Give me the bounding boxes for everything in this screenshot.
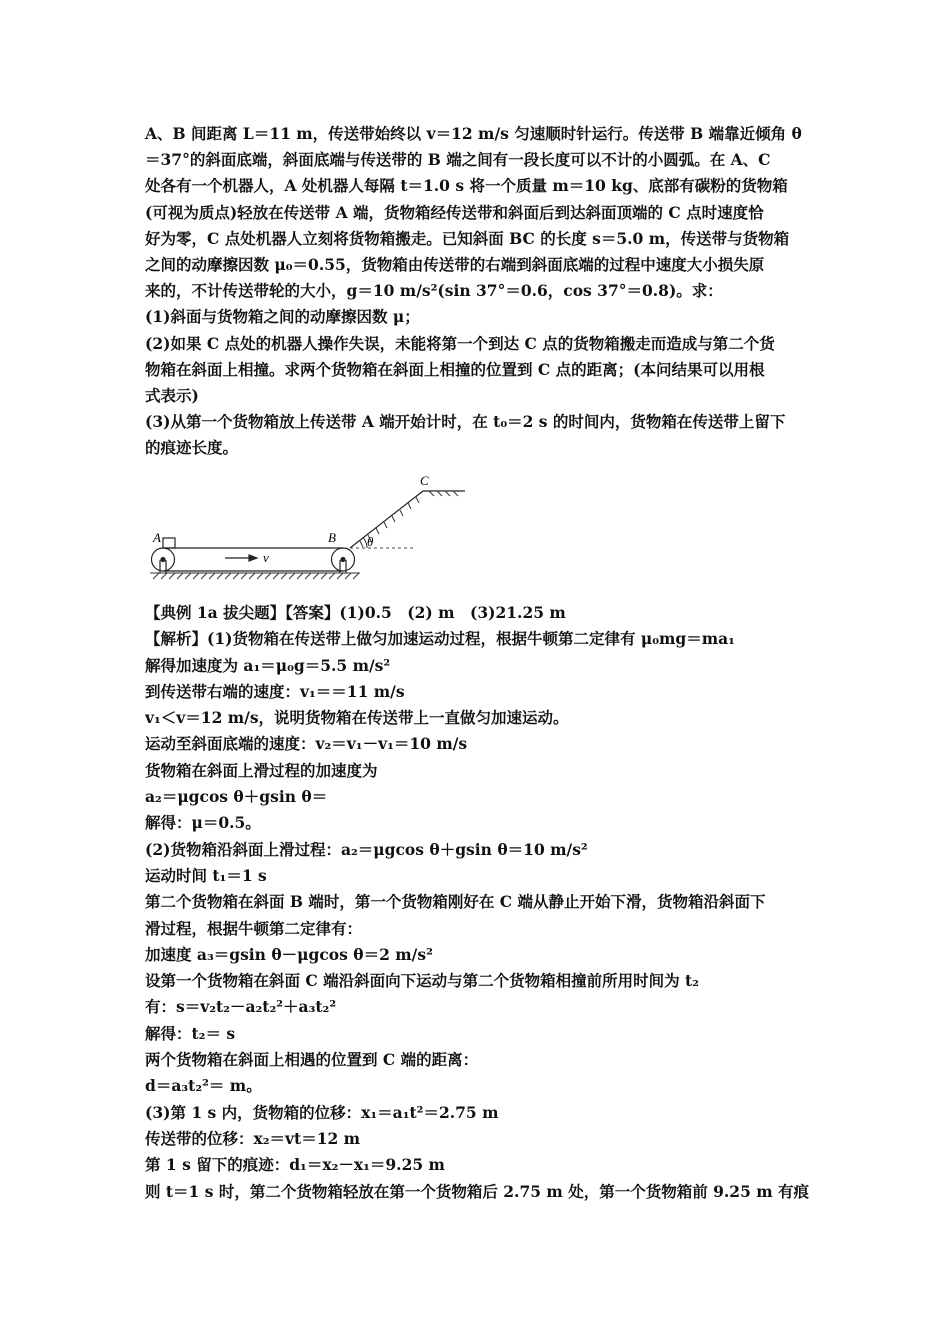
problem-line: 来的，不计传送带轮的大小，g＝10 m/s²(sin 37°＝0.6，cos 37°＝0.8)。求： (145, 281, 723, 301)
question-3: (3)从第一个货物箱放上传送带 A 端开始计时，在 t₀＝2 s 的时间内，货物箱在传送带上留下 (145, 412, 786, 432)
ground-hatch (150, 573, 360, 579)
question-1: (1)斜面与货物箱之间的动摩擦因数 μ； (145, 307, 420, 327)
label-theta: θ (367, 534, 374, 549)
analysis-line: 运动时间 t₁＝1 s (145, 865, 267, 885)
label-c: C (420, 473, 429, 488)
problem-line: 处各有一个机器人，A 处机器人每隔 t＝1.0 s 将一个质量 m＝10 kg、底部有碳粉的货物箱 (145, 176, 788, 196)
analysis-line: 有：s＝v₂t₂－a₂t₂²＋a₃t₂² (145, 997, 337, 1017)
question-2-cont: 物箱在斜面上相撞。求两个货物箱在斜面上相撞的位置到 C 点的距离；(本问结果可以用根 (145, 359, 765, 379)
problem-line: 好为零，C 点处机器人立刻将货物箱搬走。已知斜面 BC 的长度 s＝5.0 m，传送带与货物箱 (145, 228, 790, 248)
analysis-line: v₁＜v＝12 m/s，说明货物箱在传送带上一直做匀加速运动。 (145, 708, 569, 728)
analysis-line: 货物箱在斜面上滑过程的加速度为 (145, 760, 378, 780)
incline-hatch (360, 491, 458, 547)
question-2-cont: 式表示) (145, 386, 199, 406)
analysis-line: a₂＝μgcos θ＋gsin θ＝ (145, 787, 328, 807)
problem-line: ＝37°的斜面底端，斜面底端与传送带的 B 端之间有一段长度可以不计的小圆弧。在 A、C (145, 150, 771, 170)
analysis-line: 两个货物箱在斜面上相遇的位置到 C 端的距离： (145, 1050, 479, 1070)
analysis-line: 解得：t₂＝ s (145, 1023, 236, 1043)
question-3-cont: 的痕迹长度。 (145, 438, 239, 458)
analysis-line: 滑过程，根据牛顿第二定律有： (145, 918, 363, 938)
pulley-b (332, 548, 355, 573)
label-a: A (153, 530, 161, 545)
solution-section (145, 600, 810, 1205)
label-b: B (328, 530, 336, 545)
analysis-line: 设第一个货物箱在斜面 C 端沿斜面向下运动与第二个货物箱相撞前所用时间为 t₂ (145, 971, 699, 991)
problem-line: 之间的动摩擦因数 μ₀＝0.55，货物箱由传送带的右端到斜面底端的过程中速度大小损失原 (145, 255, 765, 275)
answer-line: 【典例 1a 拔尖题】【答案】(1)0.5 (2) m (3)21.25 m (145, 603, 566, 622)
analysis-line: 第 1 s 留下的痕迹：d₁＝x₂－x₁＝9.25 m (145, 1155, 445, 1175)
analysis-line: 到传送带右端的速度：v₁＝＝11 m/s (145, 681, 405, 701)
analysis-line: (2)货物箱沿斜面上滑过程：a₂＝μgcos θ＋gsin θ＝10 m/s² (145, 839, 588, 859)
analysis-line: (3)第 1 s 内，货物箱的位移：x₁＝a₁t²＝2.75 m (145, 1102, 499, 1122)
problem-statement (145, 121, 810, 462)
analysis-line: 加速度 a₃＝gsin θ－μgcos θ＝2 m/s² (145, 944, 433, 964)
problem-line: (可视为质点)轻放在传送带 A 端，货物箱经传送带和斜面后到达斜面顶端的 C 点时速度恰 (145, 202, 764, 222)
analysis-line: 【解析】(1)货物箱在传送带上做匀加速运动过程，根据牛顿第二定律有 μ₀mg＝ma₁ (145, 629, 735, 649)
pulley-a (152, 548, 175, 573)
analysis-line: 运动至斜面底端的速度：v₂＝v₁－v₁＝10 m/s (145, 734, 468, 754)
analysis-line: 解得：μ＝0.5。 (145, 813, 261, 833)
analysis-line: 则 t＝1 s 时，第二个货物箱轻放在第一个货物箱后 2.75 m 处，第一个货物箱前 9.25 m 有痕 (145, 1181, 810, 1201)
cargo-box (163, 538, 175, 548)
question-2: (2)如果 C 点处的机器人操作失误，未能将第一个到达 C 点的货物箱搬走而造成与第二个货 (145, 333, 775, 353)
label-v: v (263, 550, 269, 565)
analysis-line: 第二个货物箱在斜面 B 端时，第一个货物箱刚好在 C 端从静止开始下滑，货物箱沿斜面下 (145, 892, 766, 912)
problem-line: A、B 间距离 L＝11 m，传送带始终以 v＝12 m/s 匀速顺时针运行。传送带 B 端靠近倾角 θ (145, 124, 802, 143)
analysis-line: 传送带的位移：x₂＝vt＝12 m (145, 1128, 361, 1148)
velocity-arrow (225, 555, 257, 561)
conveyor-incline-diagram (145, 470, 475, 600)
analysis-line: 解得加速度为 a₁＝μ₀g＝5.5 m/s² (145, 655, 391, 675)
analysis-line: d＝a₃t₂²＝ m。 (145, 1076, 262, 1096)
